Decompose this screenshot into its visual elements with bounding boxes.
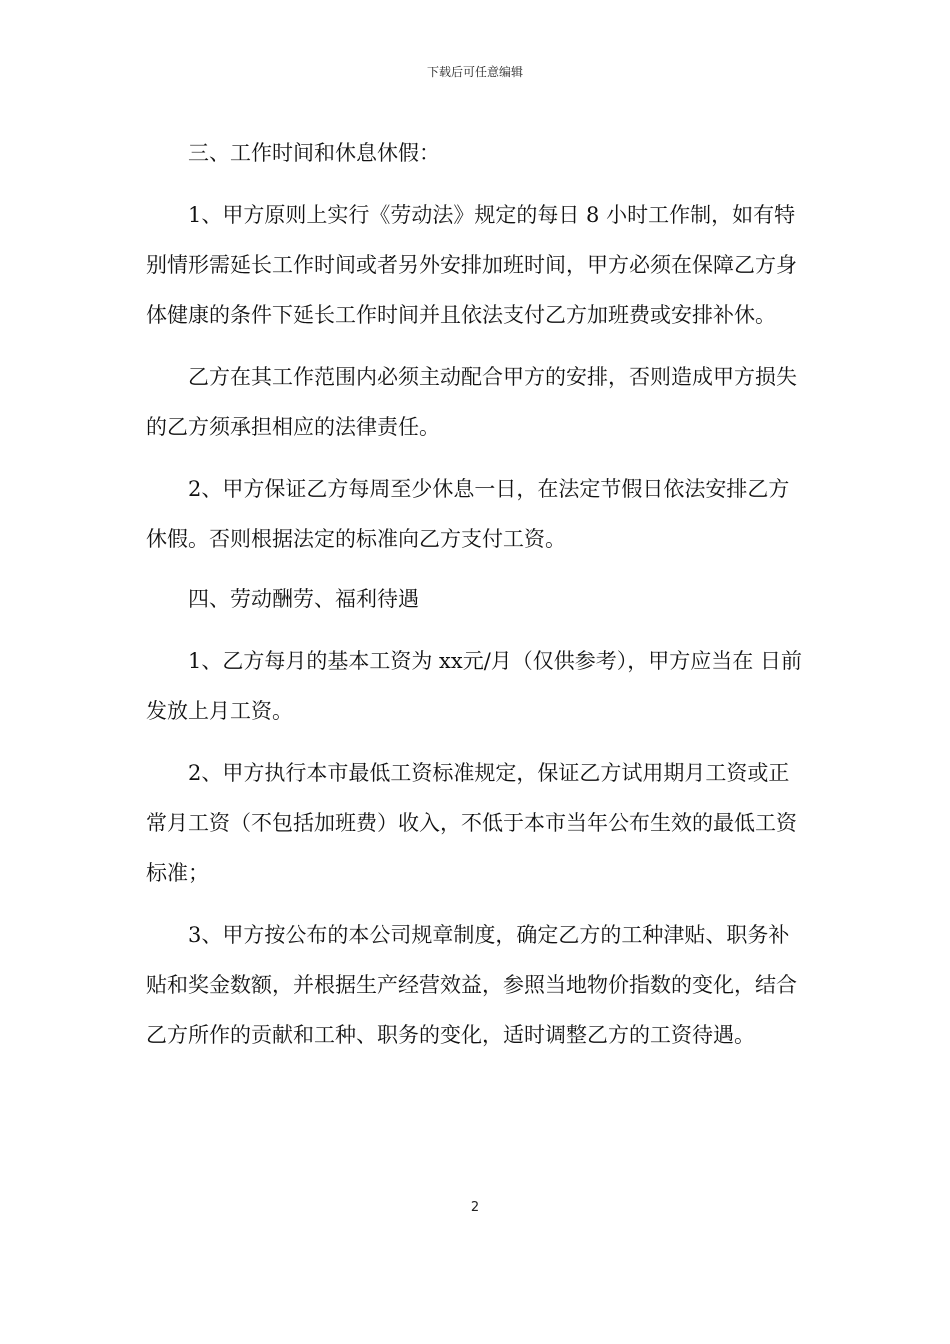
page-header: 下载后可任意编辑 — [426, 65, 523, 79]
paragraph-compensation-2: 2、甲方执行本市最低工资标准规定，保证乙方试用期月工资或正常月工资（不包括加班费）收入，不低于本市当年公布生效的最低工资标准； — [146, 761, 797, 885]
section-heading-compensation: 四、劳动酬劳、福利待遇 — [188, 587, 419, 611]
paragraph-compensation-3: 3、甲方按公布的本公司规章制度，确定乙方的工种津贴、职务补贴和奖金数额，并根据生产经营效益，参照当地物价指数的变化，结合乙方所作的贡献和工种、职务的变化，适时调整乙方的工资待遇。 — [146, 923, 797, 1047]
document-body — [146, 128, 806, 1060]
paragraph-work-hours-1: 1、甲方原则上实行《劳动法》规定的每日 8 小时工作制，如有特别情形需延长工作时间或者另外安排加班时间，甲方必须在保障乙方身体健康的条件下延长工作时间并且依法支付乙方加班费或安排补休。 — [146, 203, 797, 327]
paragraph-compensation-1: 1、乙方每月的基本工资为 xx元/月（仅供参考），甲方应当在 日前发放上月工资。 — [146, 649, 802, 723]
paragraph-work-hours-2: 2、甲方保证乙方每周至少休息一日，在法定节假日依法安排乙方休假。否则根据法定的标准向乙方支付工资。 — [146, 477, 790, 551]
section-heading-work-hours: 三、工作时间和休息休假： — [188, 141, 440, 165]
page-number: 2 — [470, 1200, 480, 1215]
paragraph-work-hours-responsibility: 乙方在其工作范围内必须主动配合甲方的安排，否则造成甲方损失的乙方须承担相应的法律责任。 — [146, 365, 797, 439]
